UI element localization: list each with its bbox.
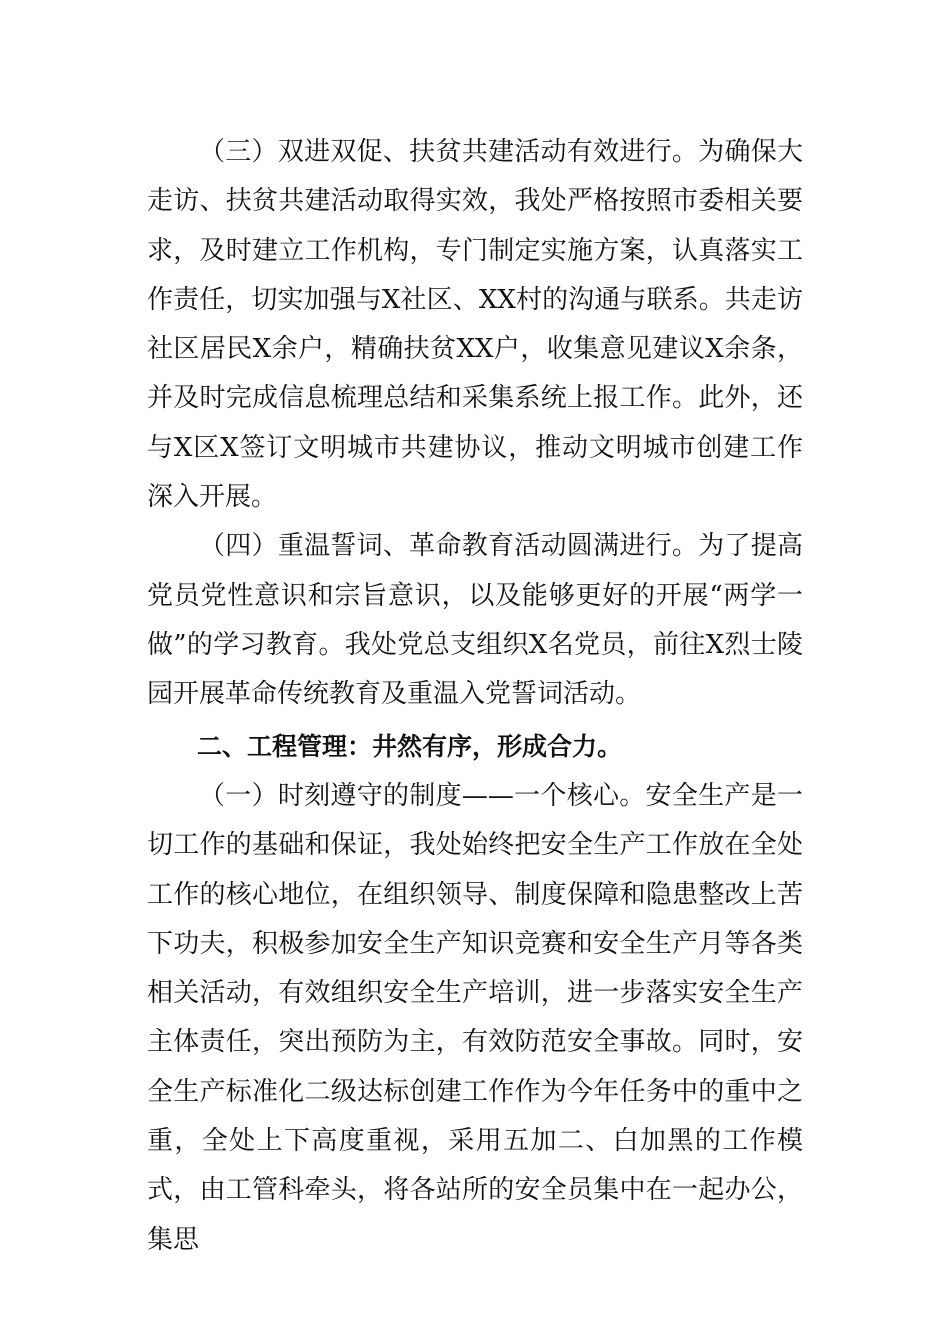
paragraph-poverty-alleviation: （三）双进双促、扶贫共建活动有效进行。为确保大走访、扶贫共建活动取得实效，我处严格按照市委相关要求，及时建立工作机构，专门制定实施方案，认真落实工作责任，切实加强与X社区、XX村的沟通与联系。共走访社区居民X余户，精确扶贫XX户，收集意见建议X余条，并及时完成信息梳理总结和采集系统上报工作。此外，还与X区X签订文明城市共建协议，推动文明城市创建工作深入开展。 — [147, 137, 803, 513]
body-text-upper — [147, 128, 803, 720]
body-text-lower — [147, 772, 803, 1265]
paragraph-safety-production: （一）时刻遵守的制度——一个核心。安全生产是一切工作的基础和保证，我处始终把安全生产工作放在全处工作的核心地位，在组织领导、制度保障和隐患整改上苦下功夫，积极参加安全生产知识竞赛和安全生产月等各类相关活动，有效组织安全生产培训，进一步落实安全生产主体责任，突出预防为主，有效防范安全事故。同时，安全生产标准化二级达标创建工作作为今年任务中的重中之重，全处上下高度重视，采用五加二、白加黑的工作模式，由工管科牵头，将各站所的安全员集中在一起办公，集思 — [147, 781, 803, 1255]
paragraph-revolutionary-education: （四）重温誓词、革命教育活动圆满进行。为了提高党员党性意识和宗旨意识，以及能够更好的开展“两学一做”的学习教育。我处党总支组织X名党员，前往X烈士陵园开展革命传统教育及重温入党誓词活动。 — [147, 531, 803, 710]
section-heading-engineering-management: 二、工程管理：井然有序，形成合力。 — [197, 732, 623, 761]
